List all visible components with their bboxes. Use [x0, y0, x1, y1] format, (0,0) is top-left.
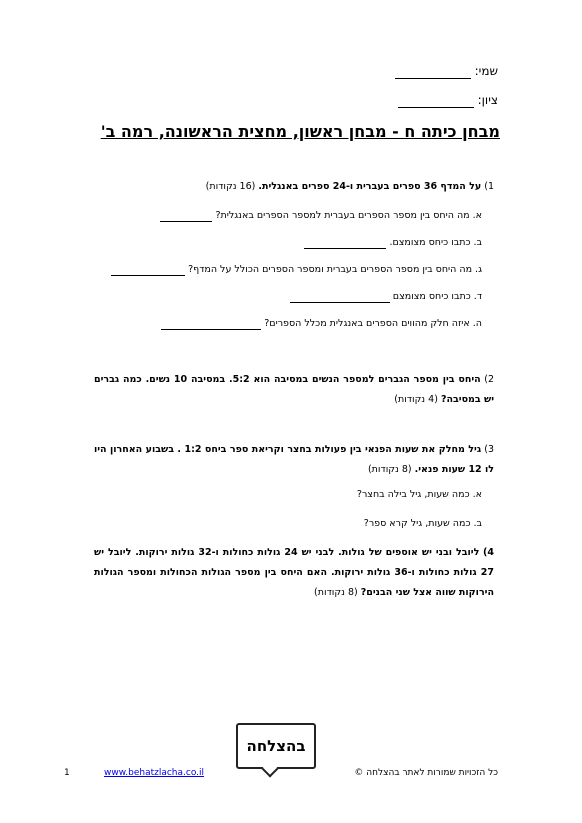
q2-points: (4 נקודות) — [394, 394, 438, 405]
q1-b-text: ב. כתבו כיחס מצומצם. — [389, 237, 482, 248]
q1-part-a — [160, 210, 482, 222]
q1-d-text: ד. כתבו כיחס מצומצם — [392, 291, 482, 302]
behatzlacha-logo — [236, 723, 316, 769]
q2-number: 2) — [484, 374, 494, 385]
q3-text: גיל מחלק את שעות הפנאי בין פעולות בחצר וקריאת ספר ביחס 1:2 . בשבוע האחרון היו לו 12 שעות פנאי. — [94, 444, 494, 475]
q3-part-b: ב. כמה שעות, גיל קרא ספר? — [363, 518, 482, 529]
q1-part-d — [290, 291, 482, 303]
q1-part-e — [161, 318, 482, 330]
q1-text: על המדף 36 ספרים בעברית ו-24 ספרים באנגלית. — [258, 181, 482, 192]
exam-title: מבחן כיתה ח - מבחן ראשון, מחצית הראשונה, רמה ב' — [100, 122, 500, 141]
q1-b-answer-blank[interactable] — [304, 237, 386, 249]
footer-website-link[interactable]: www.behatzlacha.co.il — [104, 768, 205, 778]
q1-points: (16 נקודות) — [205, 181, 256, 192]
q1-part-b — [304, 237, 482, 249]
q1-d-answer-blank[interactable] — [290, 291, 390, 303]
name-blank[interactable] — [395, 64, 471, 79]
logo-text: בהצלחה — [246, 737, 306, 755]
q1-c-text: ג. מה היחס בין מספר הספרים בעברית ומספר הספרים הכולל על המדף? — [188, 264, 482, 275]
grade-blank[interactable] — [398, 93, 474, 108]
q3-part-a: א. כמה שעות, גיל בילה בחצר? — [356, 489, 482, 500]
name-field — [393, 64, 498, 79]
q2-text: היחס בין מספר הגברים למספר הנשים במסיבה הוא 5:2. במסיבה 10 נשים. כמה גברים יש במסיבה? — [94, 374, 494, 405]
q3-points: (8 נקודות) — [367, 464, 412, 475]
q4-text: ליובל ובני יש אוספים של גולות. לבני יש 24 גולות כחולות ו-32 גולות ירוקות. ליובל יש 27 גולות כחולות ו-36 גולות ירוקות. האם היחס בין מספר הגולות הכחולות ומספר הגולות הירוקות שווה אצל שני הבנים? — [94, 547, 494, 598]
question-1 — [206, 176, 494, 198]
q1-part-c — [111, 264, 482, 276]
q1-a-text: א. מה היחס בין מספר הספרים בעברית למספר הספרים באנגלית? — [215, 210, 482, 221]
q1-e-answer-blank[interactable] — [161, 318, 261, 330]
footer-copyright: כל הזכויות שמורות לאתר בהצלחה © — [354, 768, 498, 778]
q4-points: (8 נקודות) — [314, 587, 358, 598]
q1-e-text: ה. איזה חלק מהווים הספרים באנגלית מכלל הספרים? — [264, 318, 482, 329]
grade-label: ציון: — [477, 93, 498, 107]
q3-number: 3) — [484, 444, 494, 455]
name-label: שמי: — [474, 64, 498, 78]
question-3 — [94, 440, 494, 480]
q1-c-answer-blank[interactable] — [111, 264, 185, 276]
question-4 — [94, 543, 494, 603]
q1-a-answer-blank[interactable] — [160, 210, 212, 222]
question-2 — [94, 370, 494, 410]
q4-number: 4) — [483, 547, 495, 558]
page-number: 1 — [64, 768, 70, 778]
q1-number: 1) — [484, 181, 494, 192]
grade-field — [396, 93, 498, 108]
